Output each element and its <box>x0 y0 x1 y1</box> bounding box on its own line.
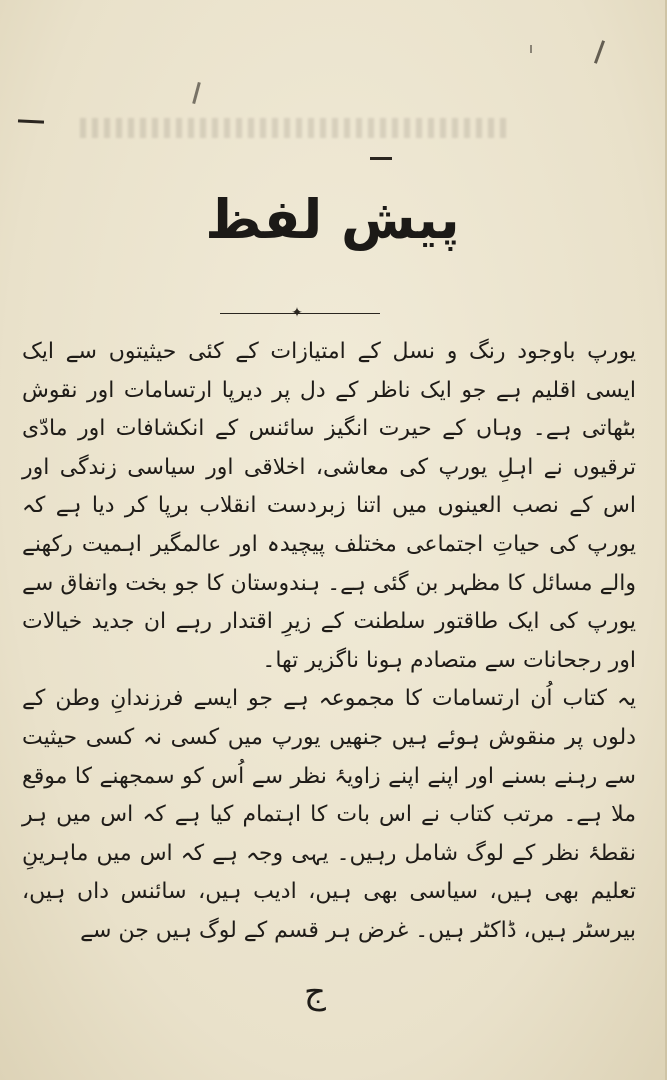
body-text <box>22 333 636 951</box>
ink-mark <box>370 157 392 160</box>
page-number: ج <box>304 972 326 1012</box>
ink-mark <box>594 40 605 64</box>
paragraph: یہ کتاب اُن ارتسامات کا مجموعہ ہے جو ایسے فرزندانِ وطن کے دلوں پر منقوش ہوئے ہیں جنھیں یورپ میں کسی نہ کسی حیثیت سے رہنے بسنے اور اپنے اپنے زاویۂ نظر سے اُس کو سمجھنے کا موقع ملا ہے۔ مرتب کتاب نے اس بات کا اہتمام کیا ہے کہ اس میں ہر نقطۂ نظر کے لوگ شامل رہیں۔ یہی وجہ ہے کہ اس میں ماہرینِ تعلیم بھی ہیں، سیاسی بھی ہیں، ادیب ہیں، سائنس داں ہیں، بیرسٹر ہیں، ڈاکٹر ہیں۔ غرض ہر قسم کے لوگ ہیں جن سے <box>22 686 636 943</box>
divider-ornament-icon: ✦ <box>291 305 303 321</box>
ink-mark <box>192 82 201 104</box>
page-heading: پیش لفظ <box>205 188 460 251</box>
ink-mark <box>530 45 532 53</box>
ink-mark <box>18 119 44 123</box>
bleed-through-text <box>80 118 510 138</box>
paragraph: یورپ باوجود رنگ و نسل کے امتیازات کے کئی حیثیتوں سے ایک ایسی اقلیم ہے جو ایک ناظر کے دل پر دیرپا ارتسامات اور نقوش بٹھاتی ہے۔ وہاں کے حیرت انگیز سائنس کے انکشافات اور مادّی ترقیوں نے اہلِ یورپ کی معاشی، اخلاقی اور سیاسی زندگی اور اس کے نصب العینوں میں اتنا زبردست انقلاب برپا کر دیا ہے کہ یورپ کی حیاتِ اجتماعی مختلف پیچیدہ اور عالمگیر اہمیت رکھنے والے مسائل کا مظہر بن گئی ہے۔ ہندوستان کا جو بخت واتفاق سے یورپ کی ایک طاقتور سلطنت کے زیرِ اقتدار رہے ان جدید خیالات اور رجحانات سے متصادم ہونا ناگزیر تھا۔ <box>22 339 636 673</box>
